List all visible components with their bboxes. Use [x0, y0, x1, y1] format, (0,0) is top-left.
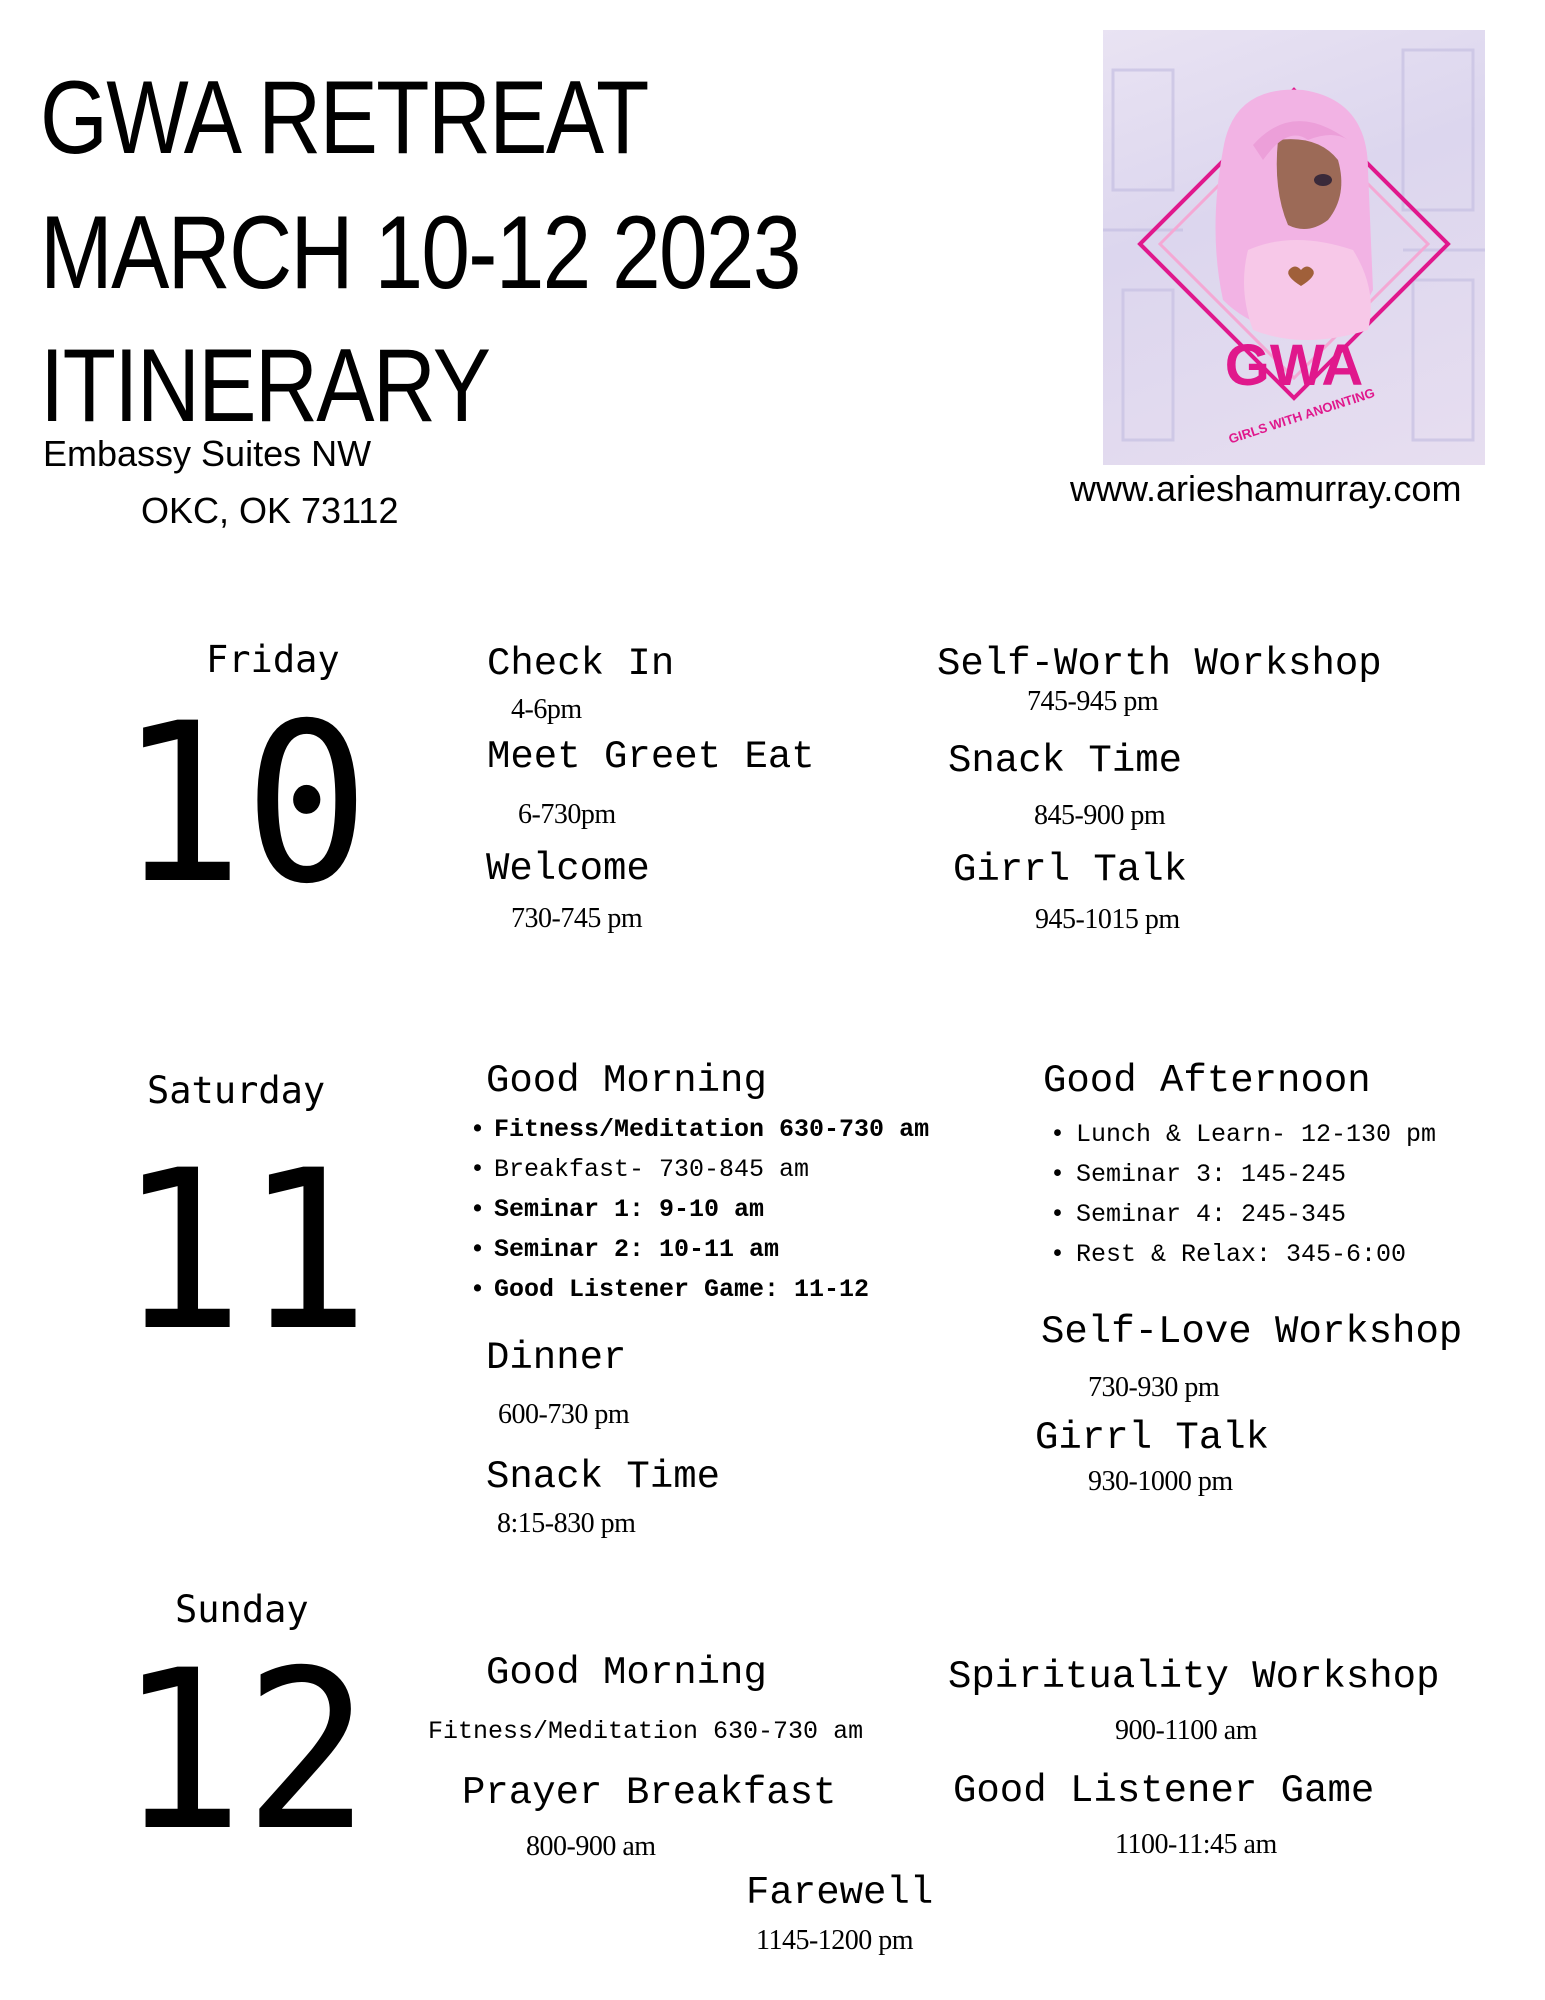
time-good-listener-game: 1100-11:45 am: [1115, 1829, 1277, 1860]
time-prayer-breakfast: 800-900 am: [526, 1831, 656, 1862]
day-label-friday: Friday: [206, 638, 340, 681]
event-snack-time-sat: Snack Time: [486, 1455, 721, 1499]
heading-good-morning-sat: Good Morning: [486, 1059, 767, 1103]
list-item: • Seminar 4: 245-345: [1046, 1195, 1436, 1235]
list-item: • Lunch & Learn- 12-130 pm: [1046, 1115, 1436, 1155]
time-dinner: 600-730 pm: [498, 1399, 630, 1430]
list-item: • Rest & Relax: 345-6:00: [1046, 1235, 1436, 1275]
time-snack-time-fri: 845-900 pm: [1034, 800, 1166, 831]
day-number-friday: 10: [118, 676, 370, 932]
time-meet-greet-eat: 6-730pm: [518, 799, 616, 830]
list-item: • Good Listener Game: 11-12: [466, 1270, 929, 1310]
time-fitness-sun: Fitness/Meditation 630-730 am: [428, 1717, 864, 1746]
title-line-2: MARCH 10-12 2023: [40, 195, 800, 311]
heading-good-morning-sun: Good Morning: [486, 1651, 767, 1695]
address-line-2: OKC, OK 73112: [141, 490, 399, 531]
event-check-in: Check In: [487, 642, 675, 686]
list-item: • Seminar 3: 145-245: [1046, 1155, 1436, 1195]
list-item: • Seminar 2: 10-11 am: [466, 1230, 929, 1270]
logo-brand: GWA: [1224, 333, 1364, 398]
day-label-saturday: Saturday: [147, 1069, 326, 1112]
event-snack-time-fri: Snack Time: [948, 739, 1183, 783]
event-spirituality-workshop: Spirituality Workshop: [948, 1655, 1440, 1699]
day-number-sunday: 12: [118, 1623, 370, 1879]
event-girrl-talk-fri: Girrl Talk: [953, 848, 1188, 892]
event-dinner: Dinner: [486, 1336, 627, 1380]
logo-tagline: GIRLS WITH ANOINTING: [1226, 385, 1377, 447]
morning-schedule-list: [466, 1110, 929, 1310]
list-item: • Fitness/Meditation 630-730 am: [466, 1110, 929, 1150]
event-farewell: Farewell: [746, 1871, 934, 1915]
event-meet-greet-eat: Meet Greet Eat: [487, 735, 815, 779]
list-item: • Breakfast- 730-845 am: [466, 1150, 929, 1190]
list-item: • Seminar 1: 9-10 am: [466, 1190, 929, 1230]
title-line-3: ITINERARY: [40, 328, 490, 444]
event-self-worth-workshop: Self-Worth Workshop: [937, 642, 1382, 686]
heading-good-afternoon: Good Afternoon: [1043, 1059, 1371, 1103]
time-welcome: 730-745 pm: [511, 903, 643, 934]
event-good-listener-game: Good Listener Game: [953, 1769, 1375, 1813]
day-number-saturday: 11: [118, 1123, 370, 1379]
time-self-worth-workshop: 745-945 pm: [1027, 686, 1159, 717]
afternoon-schedule-list: [1046, 1115, 1436, 1275]
time-farewell: 1145-1200 pm: [756, 1925, 914, 1956]
event-self-love-workshop: Self-Love Workshop: [1041, 1310, 1463, 1354]
website-url[interactable]: www.arieshamurray.com: [1070, 468, 1462, 509]
event-prayer-breakfast: Prayer Breakfast: [462, 1771, 837, 1815]
day-label-sunday: Sunday: [175, 1588, 309, 1631]
time-spirituality-workshop: 900-1100 am: [1115, 1715, 1257, 1746]
time-snack-time-sat: 8:15-830 pm: [497, 1508, 636, 1539]
time-self-love-workshop: 730-930 pm: [1088, 1372, 1220, 1403]
time-girrl-talk-fri: 945-1015 pm: [1035, 904, 1180, 935]
event-girrl-talk-sat: Girrl Talk: [1035, 1416, 1270, 1460]
time-girrl-talk-sat: 930-1000 pm: [1088, 1466, 1233, 1497]
address-line-1: Embassy Suites NW: [43, 433, 372, 474]
time-check-in: 4-6pm: [511, 694, 582, 725]
event-welcome: Welcome: [486, 847, 650, 891]
gwa-logo-icon: [1103, 30, 1485, 465]
title-line-1: GWA RETREAT: [40, 60, 648, 176]
